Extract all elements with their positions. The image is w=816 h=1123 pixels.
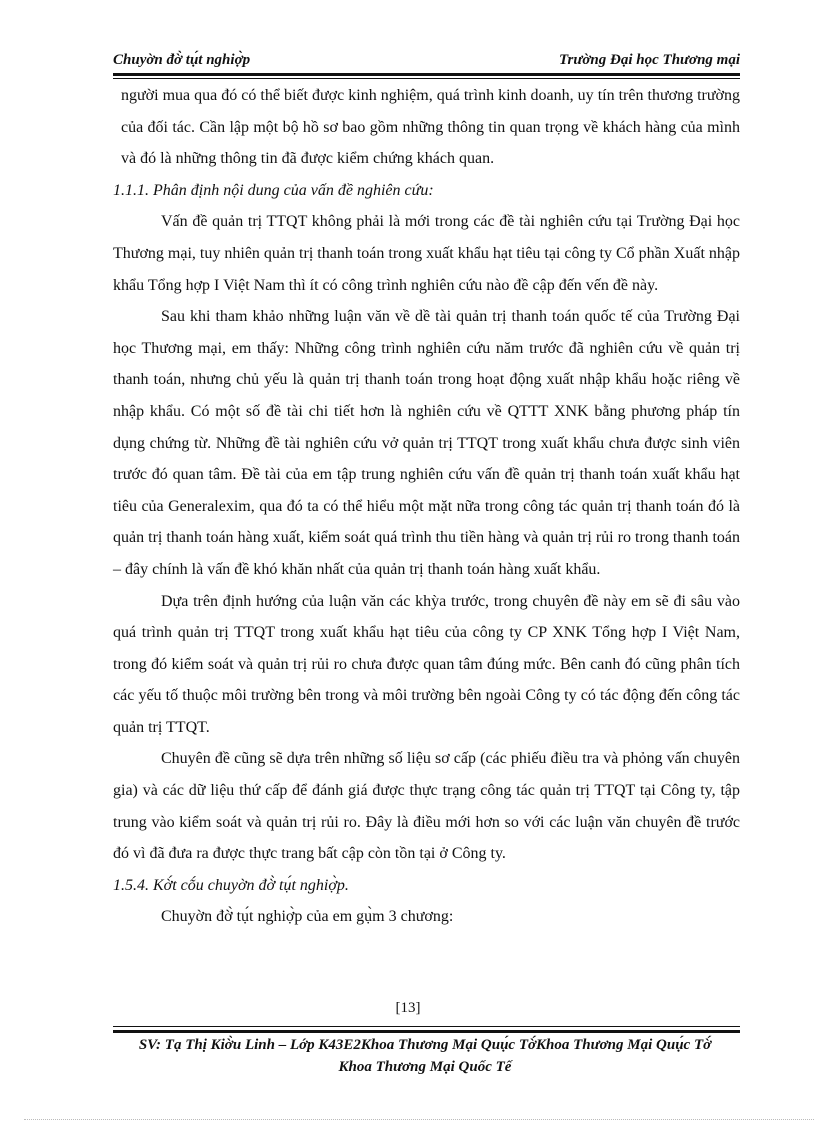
footer-rule-thick <box>113 1030 740 1033</box>
paragraph-5: Chuyờn đờ̀ tụ́t nghiợ̀p của em gụ̀m 3 chương: <box>161 908 454 926</box>
page-header <box>113 50 740 74</box>
section-heading-1-5-4: 1.5.4. Kờ́t cṍu chuyờn đờ̀ tụ́t nghiợ̀p. <box>113 876 349 894</box>
footer-line-1: SV: Tạ Thị Kiờ̀u Linh – Lớp K43E2Khoa Thương Mại Quụ́c Tờ́Khoa Thương Mại Quụ́c Tờ́ <box>138 1037 712 1053</box>
paragraph-3: Dựa trên định hướng của luận văn các khỳa trước, trong chuyên đề này em sẽ đi sâu vào quá trình quản trị TTQT trong xuất khẩu hạt tiêu của công ty CP XNK Tổng hợp I Việt Nam, trong đó kiểm soát và quản trị rủi ro chưa được quan tâm đúng mức. Bên canh đó cũng phân tích các yếu tố thuộc môi trường bên trong và môi trường bên ngoài Công ty có tác động đến công tác quản trị TTQT. <box>113 592 740 736</box>
paragraph-1: Vấn đề quản trị TTQT không phải là mới trong các đề tài nghiên cứu tại Trường Đại học Thương mại, tuy nhiên quản trị thanh toán trong xuất khẩu hạt tiêu tại công ty Cổ phần Xuất nhập khẩu Tổng hợp I Việt Nam thì ít có công trình nghiên cứu nào đề cập đến vến đề này. <box>113 213 740 294</box>
page-number: [13] <box>395 1000 421 1016</box>
page-footer <box>100 1034 750 1078</box>
footer-line-2: Khoa Thương Mại Quốc Tế <box>338 1059 512 1075</box>
page-bottom-dotted-line <box>24 1119 814 1120</box>
footer-rule-thin <box>113 1026 740 1027</box>
paragraph-2: Sau khi tham khảo những luận văn về dề tài quản trị thanh toán quốc tế của Trường Đại học Thương mại, em thấy: Những công trình nghiên cứu năm trước đã nghiên cứu về quản trị thanh toán, nhưng chủ yếu là quản trị thanh toán trong hoạt động xuất nhập khẩu hoặc riêng về nhập khẩu. Có một số đề tài chi tiết hơn là nghiên cứu về QTTT XNK bằng phương pháp tín dụng chứng từ. Những đề tài nghiên cứu vở quản trị TTQT trong xuất khẩu chưa được sinh viên trước đó quan tâm. Đề tài của em tập trung nghiên cứu vấn đề quản trị thanh toán xuất khẩu hạt tiêu của Generalexim, qua đó ta có thể hiểu một mặt nữa trong công tác quản trị thanh toán đó là quản trị thanh toán hàng xuất, kiểm soát quá trình thu tiền hàng và quản trị rủi ro trong thanh toán – đây chính là vấn đề khó khăn nhất của quản trị thanh toán hàng xuất khẩu. <box>113 308 740 578</box>
paragraph-continuation: người mua qua đó có thể biết được kinh nghiệm, quá trình kinh doanh, uy tín trên thương trường của đối tác. Cần lập một bộ hồ sơ bao gồm những thông tin quan trọng về khách hàng của mình và đó là những thông tin đã được kiểm chứng khách quan. <box>121 87 740 168</box>
header-rule-thin <box>113 78 740 79</box>
header-university: Trường Đại học Thương mại <box>558 52 740 68</box>
paragraph-4: Chuyên đề cũng sẽ dựa trên những số liệu sơ cấp (các phiếu điều tra và phỏng vấn chuyên gia) và các dữ liệu thứ cấp để đánh giá được thực trạng công tác quản trị TTQT tại Công ty, tập trung vào kiểm soát và quản trị rủi ro. Đây là điều mới hơn so với các luận văn chuyên đề trước đó vì đã đưa ra được thực trang bất cập còn tồn tại ở Công ty. <box>113 750 740 863</box>
header-rule-thick <box>113 73 740 76</box>
section-heading-1-1-1: 1.1.1. Phân định nội dung của vấn đề nghiên cứu: <box>113 181 434 199</box>
page-body <box>113 80 740 933</box>
header-document-title: Chuyờn đờ̀ tụ́t nghiợ̀p <box>113 52 251 68</box>
